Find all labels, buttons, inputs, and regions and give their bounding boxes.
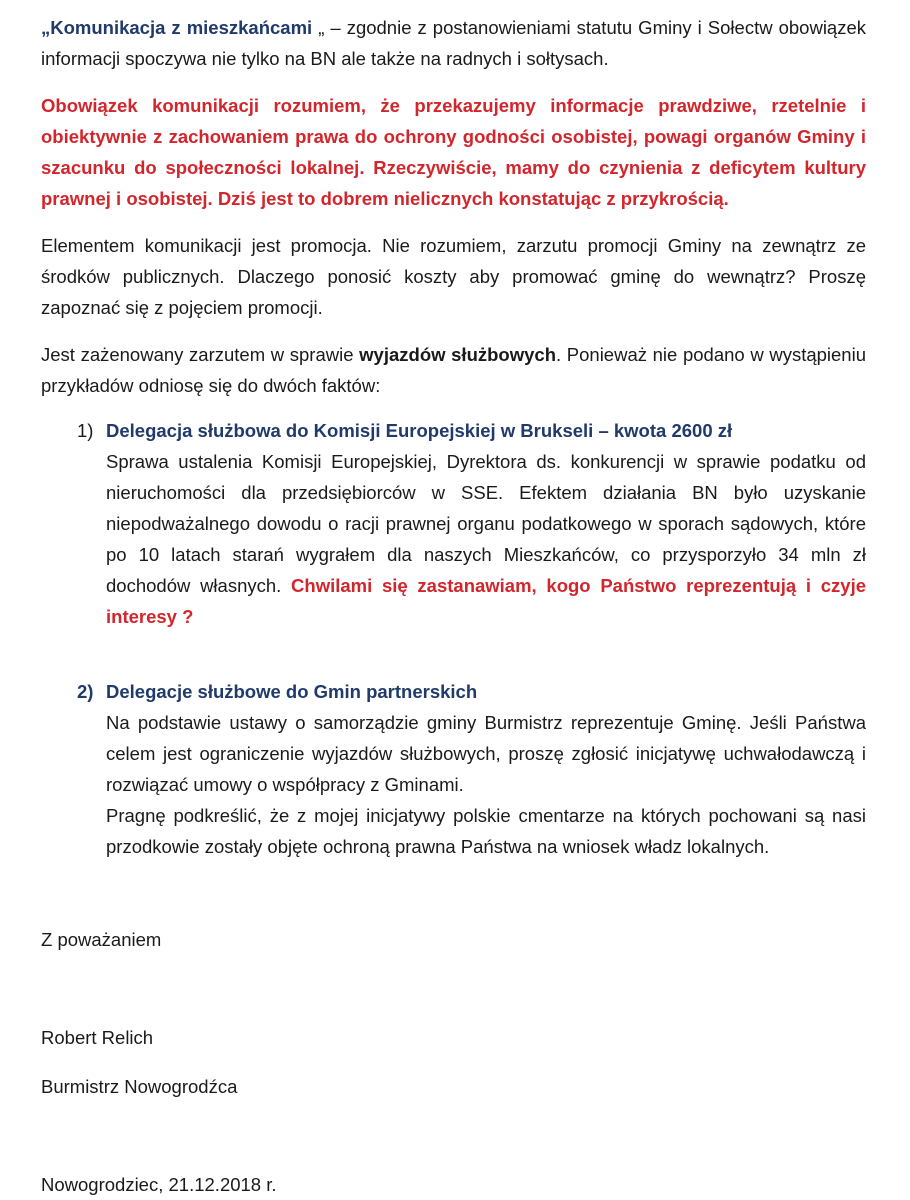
item2-heading: Delegacje służbowe do Gmin partnerskich (106, 681, 478, 702)
list-number-2: 2) (77, 681, 94, 702)
item2-body1: Na podstawie ustawy o samorządzie gminy Burmistrz reprezentuje Gminę. Jeśli Państwa celem jest ograniczenie wyjazdów służbowych, proszę zgłosić inicjatywę uchwałodawczą i rozwiązać umowy o współpracy z Gminami. (106, 712, 866, 795)
item1-red-text: Chwilami się zastanawiam, kogo Państwo reprezentują i czyje interesy ? (106, 575, 866, 627)
list-body-2 (106, 676, 866, 862)
trips-text-bold: wyjazdów służbowych (359, 344, 556, 365)
communication-heading: „Komunikacja z mieszkańcami (41, 17, 313, 38)
paragraph-trips (41, 339, 866, 401)
communication-text: „ – zgodnie z postanowieniami statutu Gminy i Sołectw obowiązek informacji spoczywa nie tylko na BN ale także na radnych i sołtysach. (41, 17, 867, 69)
item1-body (106, 446, 866, 632)
paragraph-promotion: Elementem komunikacji jest promocja. Nie rozumiem, zarzutu promocji Gminy na zewnątrz ze środków publicznych. Dlaczego ponosić koszty aby promować gminę do wewnątrz? Proszę zapoznać się z pojęciem promocji. (41, 235, 866, 318)
paragraph-obligation: Obowiązek komunikacji rozumiem, że przekazujemy informacje prawdziwe, rzetelnie i obiektywnie z zachowaniem prawa do ochrony godności osobistej, powagi organów Gminy i szacunku do społeczności lokalnej. Rzeczywiście, mamy do czynienia z deficytem kultury prawnej i osobistej. Dziś jest to dobrem nielicznych konstatując z przykrością. (41, 95, 866, 209)
item1-heading: Delegacja służbowa do Komisji Europejskiej w Brukseli – kwota 2600 zł (106, 420, 733, 441)
list-number-1: 1) (77, 420, 94, 441)
list-item-partners (41, 676, 866, 862)
signer-name: Robert Relich (41, 1027, 154, 1048)
item1-body-text: Sprawa ustalenia Komisji Europejskiej, Dyrektora ds. konkurencji w sprawie podatku od nieruchomości dla przedsiębiorców w SSE. Efektem działania BN było uzyskanie niepodważalnego dowodu o racji prawnej organu podatkowego w sporach sądowych, które po 10 latach starań wygrałem dla naszych Mieszkańców, co przysporzyło 34 mln zł dochodów własnych. (106, 451, 866, 596)
trips-text-before: Jest zażenowany zarzutem w sprawie (41, 344, 360, 365)
paragraph-communication (41, 12, 866, 74)
closing-salutation: Z poważaniem (41, 929, 162, 950)
document-date: Nowogrodziec, 21.12.2018 r. (41, 1174, 277, 1195)
signer-title: Burmistrz Nowogrodźca (41, 1076, 238, 1097)
list-item-brussels (41, 415, 866, 632)
item2-body2: Pragnę podkreślić, że z mojej inicjatywy polskie cmentarze na których pochowani są nasi przodkowie zostały objęte ochroną prawna Państwa na wniosek władz lokalnych. (106, 805, 866, 857)
trips-text-after: . Ponieważ nie podano w wystąpieniu przykładów odniosę się do dwóch faktów: (41, 344, 866, 396)
list-body-1 (106, 415, 866, 632)
